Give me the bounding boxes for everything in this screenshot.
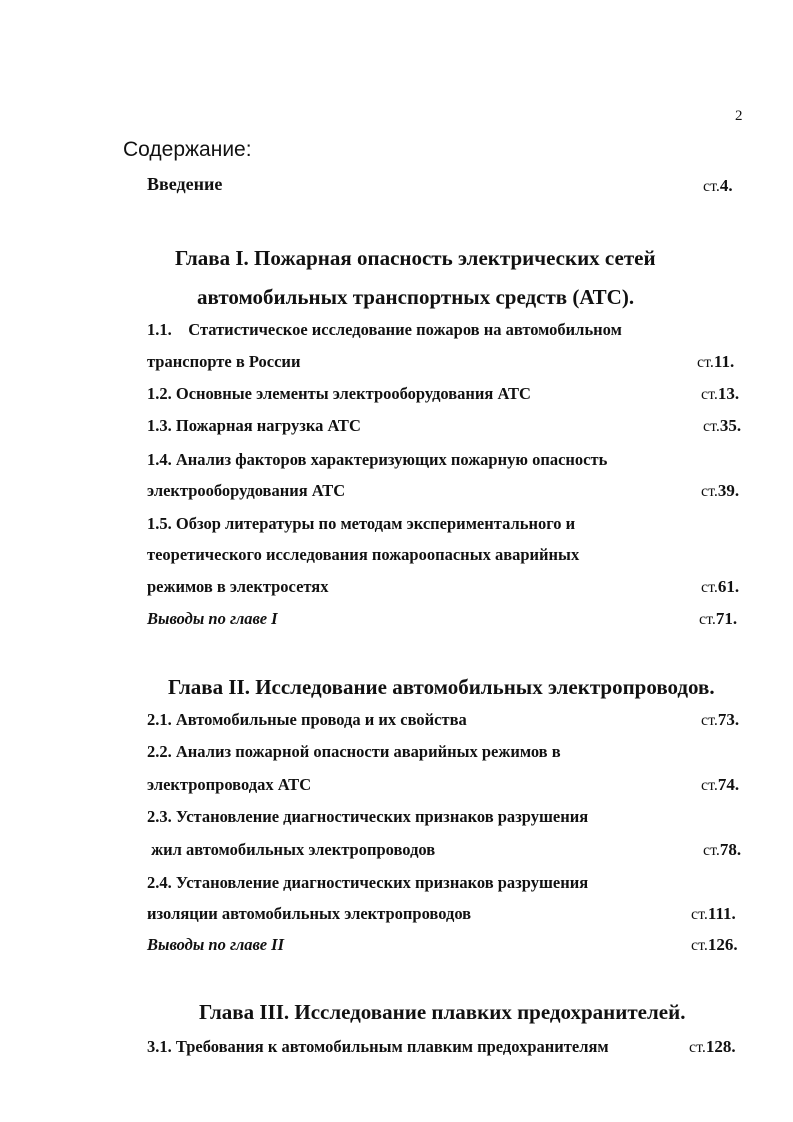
page-num: 61. bbox=[717, 577, 740, 596]
toc-item-1-4-line1: 1.4. Анализ факторов характеризующих пожарную опасность bbox=[147, 450, 608, 469]
page-prefix: ст. bbox=[701, 386, 718, 403]
chapter1-title-line2: автомобильных транспортных средств (АТС). bbox=[197, 285, 635, 309]
toc-item-2-3-line2: жил автомобильных электропроводов bbox=[147, 840, 436, 859]
page-num: 11. bbox=[713, 352, 735, 371]
toc-item-2-4-line1: 2.4. Установление диагностических признаков разрушения bbox=[147, 873, 589, 892]
page-num: 111. bbox=[707, 904, 736, 923]
toc-intro-label: Введение bbox=[147, 174, 223, 194]
page-num: 128. bbox=[705, 1037, 736, 1056]
page-prefix: ст. bbox=[697, 354, 714, 371]
toc-item-2-1-page bbox=[701, 710, 739, 730]
toc-item-1-5-line3: режимов в электросетях bbox=[147, 577, 329, 596]
page-num: 39. bbox=[717, 481, 740, 500]
page-prefix: ст. bbox=[701, 483, 718, 500]
toc-item-1-3: 1.3. Пожарная нагрузка АТС bbox=[147, 416, 361, 435]
toc-item-1-5-page bbox=[701, 577, 739, 597]
page-prefix: ст. bbox=[703, 418, 720, 435]
page-num: 126. bbox=[707, 935, 738, 954]
page-prefix: ст. bbox=[699, 611, 716, 628]
page-num: 4. bbox=[719, 176, 733, 195]
page-num: 73. bbox=[717, 710, 740, 729]
toc-item-2-2-line1: 2.2. Анализ пожарной опасности аварийных режимов в bbox=[147, 742, 561, 761]
chapter1-title-line1: Глава I. Пожарная опасность электрических сетей bbox=[175, 246, 656, 270]
toc-intro-page bbox=[703, 176, 733, 196]
page-num: 78. bbox=[719, 840, 742, 859]
toc-item-1-2-page bbox=[701, 384, 739, 404]
toc-conclusions-2: Выводы по главе II bbox=[147, 935, 285, 954]
toc-item-3-1: 3.1. Требования к автомобильным плавким предохранителям bbox=[147, 1037, 609, 1056]
page-number: 2 bbox=[735, 108, 743, 124]
page-prefix: ст. bbox=[703, 842, 720, 859]
toc-item-2-4-page bbox=[691, 904, 736, 924]
page-prefix: ст. bbox=[691, 937, 708, 954]
page-prefix: ст. bbox=[691, 906, 708, 923]
page-num: 35. bbox=[719, 416, 742, 435]
chapter2-title: Глава II. Исследование автомобильных электропроводов. bbox=[168, 675, 715, 699]
toc-item-2-3-page bbox=[703, 840, 741, 860]
toc-item-1-1-page bbox=[697, 352, 734, 372]
chapter3-title: Глава III. Исследование плавких предохранителей. bbox=[199, 1000, 686, 1024]
page-prefix: ст. bbox=[703, 178, 720, 195]
toc-item-1-3-page bbox=[703, 416, 741, 436]
toc-conclusions-1-page bbox=[699, 609, 737, 629]
toc-item-1-2: 1.2. Основные элементы электрооборудования АТС bbox=[147, 384, 531, 403]
toc-item-1-5-line1: 1.5. Обзор литературы по методам экспериментального и bbox=[147, 514, 576, 533]
toc-item-2-2-line2: электропроводах АТС bbox=[147, 775, 312, 794]
toc-item-1-4-line2: электрооборудования АТС bbox=[147, 481, 346, 500]
toc-item-3-1-page bbox=[689, 1037, 736, 1057]
contents-heading: Содержание: bbox=[123, 138, 252, 161]
page-prefix: ст. bbox=[701, 712, 718, 729]
toc-item-1-1-line1: 1.1. Статистическое исследование пожаров на автомобильном bbox=[147, 320, 622, 339]
toc-conclusions-2-page bbox=[691, 935, 738, 955]
toc-conclusions-1: Выводы по главе I bbox=[147, 609, 278, 628]
page-prefix: ст. bbox=[701, 579, 718, 596]
page-prefix: ст. bbox=[689, 1039, 706, 1056]
page-num: 13. bbox=[717, 384, 740, 403]
toc-item-2-1: 2.1. Автомобильные провода и их свойства bbox=[147, 710, 467, 729]
page-prefix: ст. bbox=[701, 777, 718, 794]
page-num: 71. bbox=[715, 609, 738, 628]
toc-item-1-5-line2: теоретического исследования пожароопасных аварийных bbox=[147, 545, 580, 564]
toc-item-2-2-page bbox=[701, 775, 739, 795]
toc-item-2-3-line1: 2.3. Установление диагностических признаков разрушения bbox=[147, 807, 589, 826]
toc-item-1-1-line2: транспорте в России bbox=[147, 352, 301, 371]
toc-item-2-4-line2: изоляции автомобильных электропроводов bbox=[147, 904, 472, 923]
toc-item-1-4-page bbox=[701, 481, 739, 501]
page-num: 74. bbox=[717, 775, 740, 794]
